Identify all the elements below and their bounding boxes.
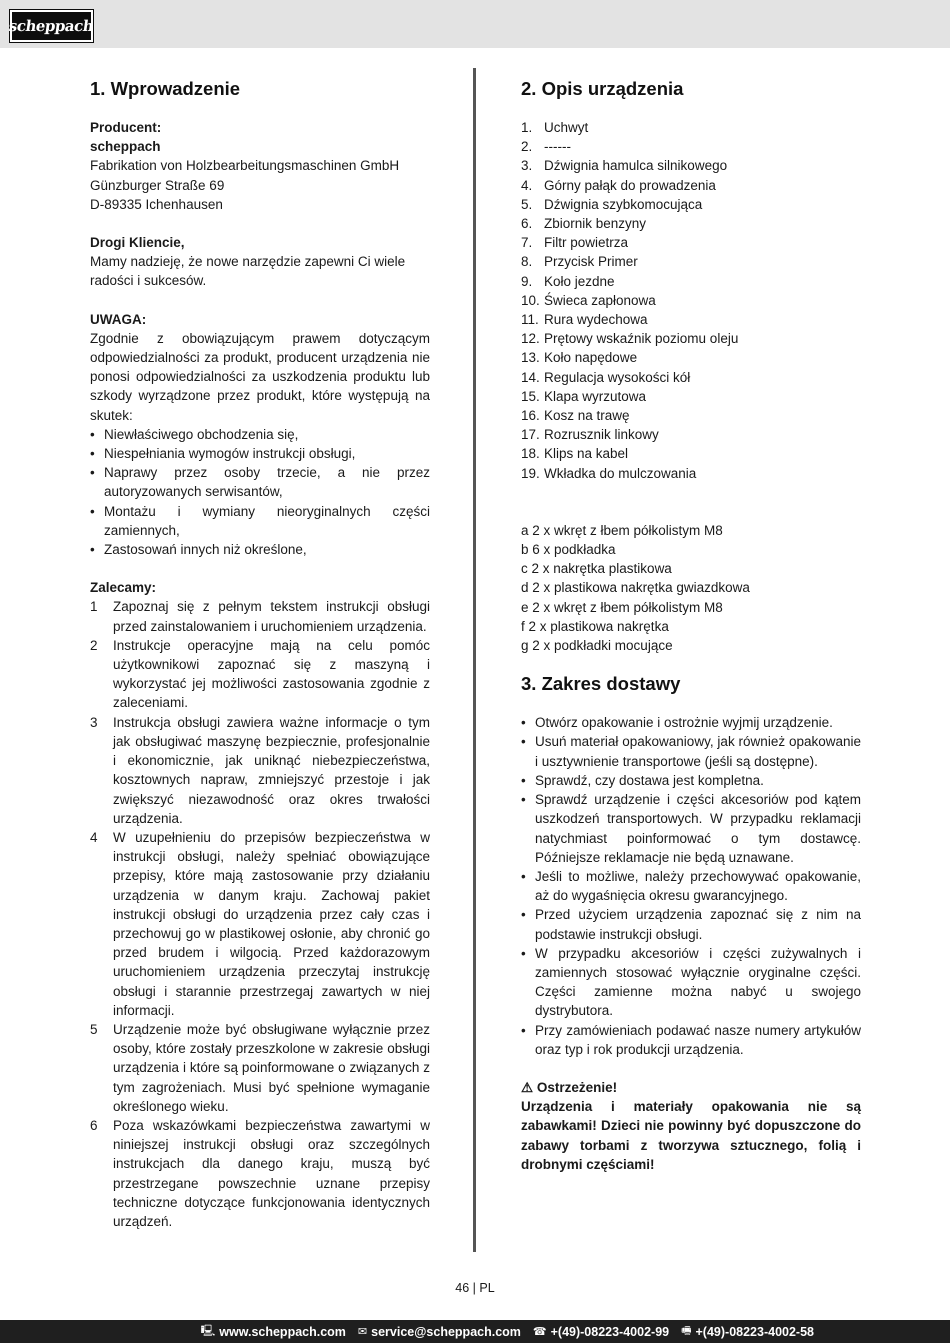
item-number: 1: [90, 599, 98, 615]
left-column: [90, 78, 430, 1231]
list-item: [521, 252, 861, 271]
item-text: Poza wskazówkami bezpieczeństwa zawartymi w niniejszej instrukcji obsługi oraz szczególnych instrukcjach dla danego kraju, muszą być przestrzegane powszechnie uznane przepisy techniczne dotyczące funkcjonowania identycznych urządzeń.: [113, 1117, 430, 1229]
list-item: [521, 291, 861, 310]
part-number: 5.: [521, 196, 533, 212]
customer-label: Drogi Kliencie,: [90, 235, 185, 251]
list-item: [521, 425, 861, 444]
part-name: Zbiornik benzyny: [544, 216, 647, 232]
section-title-introduction: 1. Wprowadzenie: [90, 78, 241, 99]
list-item: [90, 828, 430, 1020]
list-item: • Naprawy przez osoby trzecie, a nie przez autoryzowanych serwisantów,: [90, 463, 430, 501]
list-item: [521, 387, 861, 406]
computer-icon: 🖳: [200, 1325, 216, 1337]
page-number: 46 | PL: [455, 1281, 495, 1295]
item-number: 3: [90, 714, 98, 730]
list-item: [521, 348, 861, 367]
list-item: • Niewłaściwego obchodzenia się,: [90, 425, 430, 444]
warning-title: Ostrzeżenie!: [536, 1079, 618, 1095]
right-column: [521, 78, 861, 1174]
part-number: 14.: [521, 369, 540, 385]
part-name: Wkładka do mulczowania: [544, 465, 697, 481]
website-text: www.scheppach.com: [219, 1324, 346, 1339]
item-text: Urządzenie może być obsługiwane wyłącznie przez osoby, które zostały przeszkolone w zakresie obsługi urządzenia i które są poinformowane o związanych z tym zagrożeniach. Musi być spełnione wymaganie określonego wieku.: [113, 1021, 430, 1114]
list-item: • Sprawdź, czy dostawa jest kompletna.: [521, 771, 861, 790]
producer-label: Producent:: [90, 120, 162, 135]
list-item: [90, 597, 430, 635]
item-text: Instrukcja obsługi zawiera ważne informacje o tym jak obsługiwać maszynę bezpiecznie, profesjonalnie i ekonomicznie, jak uniknąć niebezpieczeństwa, kosztownych napraw, zmniejszyć przestoje i jak zwiększyć niezawodność oraz okres trwałości urządzenia.: [113, 714, 430, 826]
part-name: Świeca zapłonowa: [544, 292, 656, 308]
list-item: • Jeśli to możliwe, należy przechowywać opakowanie, aż do wygaśnięcia okresu gwarancyjnego.: [521, 867, 861, 905]
item-text: W uzupełnieniu do przepisów bezpieczeństwa w instrukcji obsługi, należy spełniać obowiązujące przepisy, które mają zastosowanie przy działaniu urządzenia w danym kraju. Zachowaj pakiet instrukcji obsługi do urządzenia przez cały czas i przechowuj go w plastikowej osłonie, aby chronić go przed brudem i wilgocią. Przed każdorazowym uruchomieniem urządzenia przeczytaj instrukcję obsługi i starannie przestrzegaj zawartych w niej informacji.: [113, 829, 430, 1018]
warning-label: UWAGA:: [90, 311, 147, 327]
list-item: [521, 176, 861, 195]
part-name: Prętowy wskaźnik poziomu oleju: [544, 331, 739, 347]
list-item: [90, 1020, 430, 1116]
item-number: 5: [90, 1021, 98, 1037]
accessories-list: [521, 521, 861, 655]
part-name: Koło jezdne: [544, 273, 615, 289]
warning-list: [90, 425, 430, 559]
part-name: ------: [544, 139, 571, 155]
list-item: [521, 118, 861, 137]
producer-line: Fabrikation von Holzbearbeitungsmaschinen GmbH: [90, 158, 400, 174]
part-number: 17.: [521, 427, 540, 443]
part-number: 6.: [521, 216, 533, 232]
warning-heading: [521, 1078, 861, 1097]
item-number: 4: [90, 829, 98, 845]
part-name: Przycisk Primer: [544, 254, 638, 270]
parts-list: [521, 118, 861, 483]
recommend-list: [90, 597, 430, 1231]
list-item: b 6 x podkładka: [521, 542, 616, 558]
part-number: 4.: [521, 177, 533, 193]
producer-line: D-89335 Ichenhausen: [90, 196, 223, 212]
part-number: 7.: [521, 235, 533, 251]
section-title-description: 2. Opis urządzenia: [521, 78, 684, 99]
customer-block: [90, 233, 430, 291]
part-number: 15.: [521, 388, 540, 404]
part-name: Klapa wyrzutowa: [544, 388, 647, 404]
list-item: [521, 444, 861, 463]
part-name: Klips na kabel: [544, 446, 629, 462]
list-item: c 2 x nakrętka plastikowa: [521, 561, 672, 577]
fax-icon: 🖷: [681, 1325, 692, 1337]
delivery-list: [521, 713, 861, 1059]
customer-text: Mamy nadzieję, że nowe narzędzie zapewni Ci wiele radości i sukcesów.: [90, 254, 406, 289]
list-item: [521, 406, 861, 425]
part-name: Rura wydechowa: [544, 312, 648, 328]
email-text: service@scheppach.com: [371, 1324, 521, 1339]
list-item: a 2 x wkręt z łbem półkolistym M8: [521, 522, 723, 538]
list-item: • Usuń materiał opakowaniowy, jak również opakowanie i usztywnienie transportowe (jeśli są dostępne).: [521, 732, 861, 770]
producer-line: Günzburger Straße 69: [90, 177, 225, 193]
recommend-label: Zalecamy:: [90, 580, 157, 596]
column-divider: [473, 68, 476, 1252]
part-number: 10.: [521, 292, 540, 308]
part-name: Rozrusznik linkowy: [544, 427, 659, 443]
footer-fax: [681, 1322, 814, 1341]
part-number: 9.: [521, 273, 533, 289]
list-item: [90, 713, 430, 828]
list-item: • W przypadku akcesoriów i części zużywalnych i zamiennych stosować wyłącznie oryginalne części. Części zamienne można nabyć u swojego dystrybutora.: [521, 944, 861, 1021]
part-name: Regulacja wysokości kół: [544, 369, 691, 385]
list-item: [521, 214, 861, 233]
producer-name: scheppach: [90, 139, 161, 155]
part-number: 8.: [521, 254, 533, 270]
part-name: Dźwignia szybkomocująca: [544, 196, 703, 212]
mail-icon: ✉: [357, 1326, 368, 1338]
part-name: Górny pałąk do prowadzenia: [544, 177, 716, 193]
item-text: Instrukcje operacyjne mają na celu pomóc użytkownikowi zapoznać się z maszyną i wykorzystać jej możliwości zastosowania zgodnie z zaleceniami.: [113, 637, 430, 711]
section-title-delivery: 3. Zakres dostawy: [521, 673, 681, 695]
phone-icon: ☎: [532, 1326, 547, 1338]
list-item: • Zastosowań innych niż określone,: [90, 540, 430, 559]
footer-bar: [0, 1320, 950, 1343]
list-item: d 2 x plastikowa nakrętka gwiazdkowa: [521, 580, 750, 596]
list-item: [521, 137, 861, 156]
list-item: [521, 310, 861, 329]
liability-warning-block: [90, 310, 430, 560]
list-item: • Sprawdź urządzenie i części akcesoriów pod kątem uszkodzeń transportowych. W przypadku reklamacji natychmiast poinformować o tym dostawcę. Późniejsze reklamacje nie będą uznawane.: [521, 790, 861, 867]
producer-block: [90, 118, 430, 214]
part-name: Filtr powietrza: [544, 235, 629, 251]
item-number: 6: [90, 1117, 98, 1133]
part-number: 18.: [521, 446, 540, 462]
safety-warning-block: [521, 1078, 861, 1174]
part-number: 16.: [521, 408, 540, 424]
part-name: Kosz na trawę: [544, 408, 630, 424]
phone-text: +(49)-08223-4002-99: [550, 1324, 670, 1339]
fax-text: +(49)-08223-4002-58: [695, 1324, 814, 1339]
item-number: 2: [90, 637, 98, 653]
list-item: [521, 195, 861, 214]
warning-text: Zgodnie z obowiązującym prawem dotyczącym odpowiedzialności za produkt, producent urządzenia nie ponosi odpowiedzialności za uszkodzenia produktu lub szkody wyrządzone przez produkt, które występują na skutek:: [90, 330, 430, 423]
part-number: 12.: [521, 331, 540, 347]
part-number: 2.: [521, 139, 533, 155]
list-item: [521, 329, 861, 348]
warning-text: Urządzenia i materiały opakowania nie są zabawkami! Dzieci nie powinny być dopuszczone do zabawy torbami z tworzywa sztucznego, folią i drobnymi częściami!: [521, 1099, 861, 1172]
part-number: 1.: [521, 120, 533, 135]
list-item: • Przed użyciem urządzenia zapoznać się z nim na podstawie instrukcji obsługi.: [521, 905, 861, 943]
list-item: [521, 156, 861, 175]
part-name: Koło napędowe: [544, 350, 638, 366]
part-number: 19.: [521, 465, 540, 481]
header-bar: [0, 0, 950, 48]
list-item: [90, 636, 430, 713]
part-number: 13.: [521, 350, 540, 366]
list-item: [521, 272, 861, 291]
list-item: [521, 368, 861, 387]
list-item: • Przy zamówieniach podawać nasze numery artykułów oraz typ i rok produkcji urządzenia.: [521, 1021, 861, 1059]
list-item: [521, 233, 861, 252]
list-item: • Niespełniania wymogów instrukcji obsługi,: [90, 444, 430, 463]
footer-website[interactable]: [201, 1322, 346, 1341]
part-name: Uchwyt: [544, 120, 589, 135]
footer-email[interactable]: [358, 1325, 521, 1339]
part-number: 11.: [521, 312, 539, 328]
list-item: • Otwórz opakowanie i ostrożnie wyjmij urządzenie.: [521, 713, 861, 732]
list-item: [521, 464, 861, 483]
recommend-block: [90, 578, 430, 1231]
part-number: 3.: [521, 158, 533, 174]
list-item: f 2 x plastikowa nakrętka: [521, 618, 669, 634]
list-item: e 2 x wkręt z łbem półkolistym M8: [521, 599, 723, 615]
list-item: g 2 x podkładki mocujące: [521, 638, 673, 654]
logo-text: scheppach: [8, 17, 95, 35]
warning-triangle-icon: ⚠: [521, 1079, 534, 1095]
footer-phone: [533, 1325, 669, 1339]
list-item: [90, 1116, 430, 1231]
scheppach-logo: [10, 10, 93, 42]
item-text: Zapoznaj się z pełnym tekstem instrukcji obsługi przed zainstalowaniem i uruchomieniem urządzenia.: [113, 599, 430, 634]
list-item: • Montażu i wymiany nieoryginalnych części zamiennych,: [90, 502, 430, 540]
part-name: Dźwignia hamulca silnikowego: [544, 158, 728, 174]
